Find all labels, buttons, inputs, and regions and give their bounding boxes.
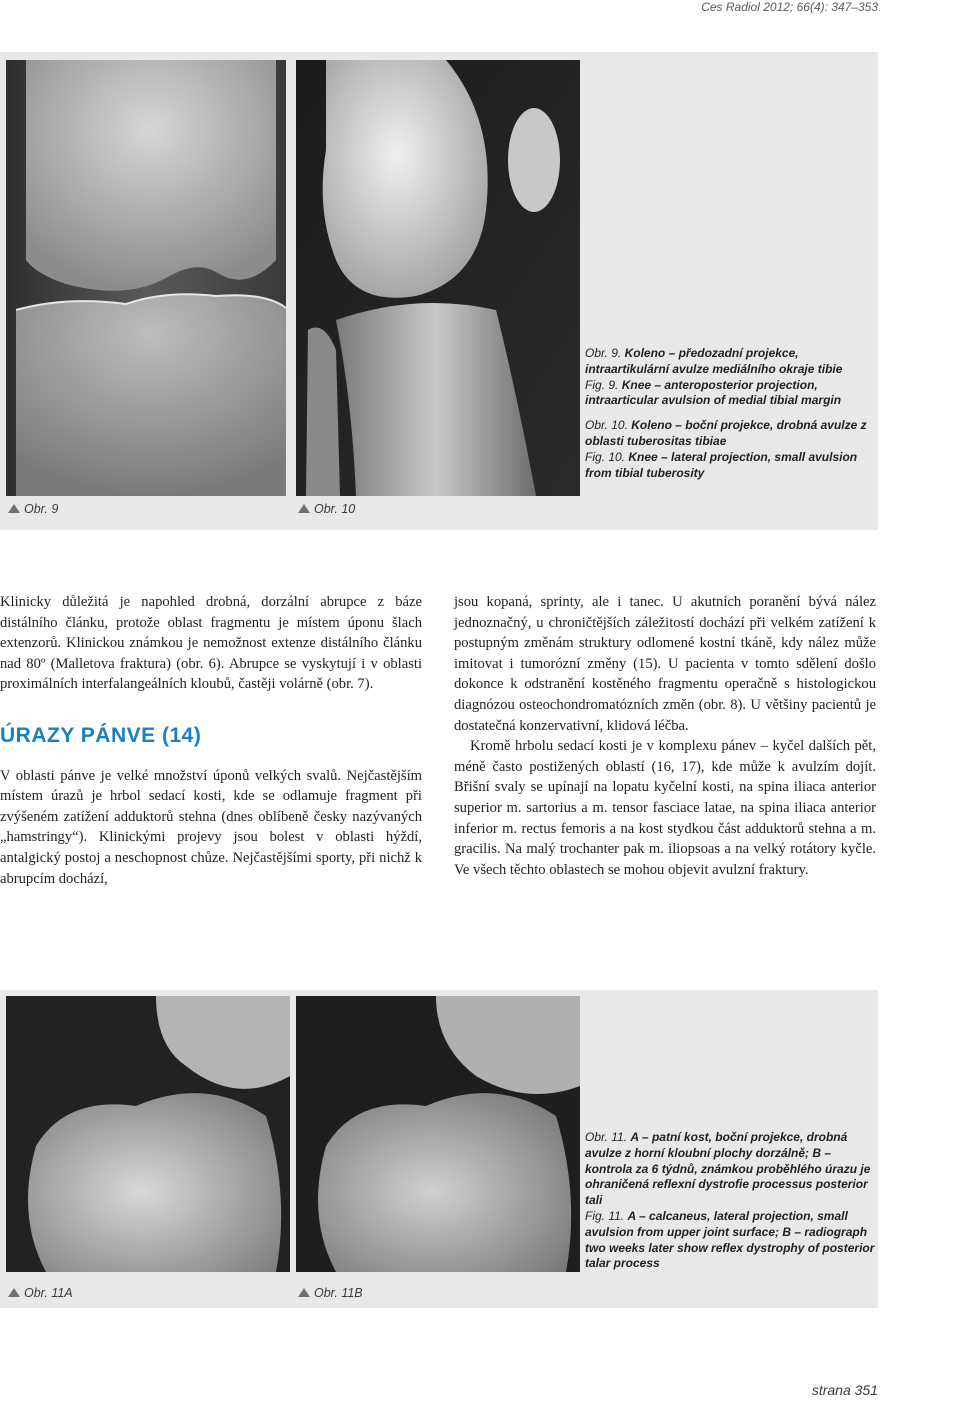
- triangle-icon: [8, 1288, 20, 1297]
- paragraph: jsou kopaná, sprinty, ale i tanec. U akutních poranění bývá nález jednoznačný, u chroničtějších záležitostí dochází při velkém zatížení k postupným změnám struktury odlomené kostní tkáně, kdy nález může imitovat i tumorózní změny (15). U pacienta v tomto sdělení došlo dokonce k odstranění kostěného fragmentu operačně s histologickou diagnózou osteochondromatózních změn (obr. 8). U většiny pacientů je dostatečná konzervativní, klidová léčba.: [454, 594, 876, 734]
- xray-image-calcaneus-b: [296, 996, 580, 1272]
- xray-image-knee-lateral: [296, 60, 580, 496]
- text-column-left: [0, 592, 422, 889]
- figure-label-11b: Obr. 11B: [298, 1286, 363, 1300]
- figure-panel-bottom: [0, 990, 878, 1308]
- figure-caption-11: Obr. 11. A – patní kost, boční projekce, drobná avulze z horní kloubní plochy dorzálně; B – kontrola za 6 týdnů, známkou proběhlého úrazu je ohraničená reflexní dystrofie processus posterior tali Fig. 11. A – calcaneus, lateral projection, small avulsion from upper joint surface; B – radiograph two weeks later show reflex dystrophy of posterior talar process: [585, 1130, 875, 1271]
- paragraph: Klinicky důležitá je napohled drobná, dorzální abrupce z báze distálního článku, protože oblast fragmentu je místem úponu šlach extenzorů. Klinickou známkou je nemožnost extenze distálního článku nad 80º (Malletova fraktura) (obr. 6). Abrupce se vyskytují i v oblasti proximálních interfalangeálních kloubů, častěji volárně (obr. 7).: [0, 594, 422, 693]
- figure-label-9: Obr. 9: [8, 502, 58, 516]
- figure-panel-top: [0, 52, 878, 530]
- section-heading: ÚRAZY PÁNVE (14): [0, 723, 202, 747]
- text-column-right: [454, 592, 876, 880]
- triangle-icon: [8, 504, 20, 513]
- figure-caption-9-10: Obr. 9. Koleno – předozadní projekce, intraartikulární avulze mediálního okraje tibie Fig. 9. Knee – anteroposterior projection, intraarticular avulsion of medial tibial margin Obr. 10. Koleno – boční projekce, drobná avulze z oblasti tuberositas tibiae Fig. 10. Knee – lateral projection, small avulsion from tibial tuberosity: [585, 346, 867, 480]
- figure-label-10: Obr. 10: [298, 502, 355, 516]
- paragraph: Kromě hrbolu sedací kosti je v komplexu pánev – kyčel dalších pět, méně často postižených oblastí (16, 17), kde může k avulzím dojít. Břišní svaly se upínají na lopatu kyčelní kosti, na spina iliaca anterior superior m. sartorius a m. tensor fasciace latae, na spina iliaca anterior inferior m. rectus femoris a na kost stydkou část adduktorů stehna a m. gracilis. Na malý trochanter pak m. iliopsoas a na velký rotátory kyčle. Ve všech těchto oblastech se mohou objevit avulzní fraktury.: [454, 738, 876, 878]
- xray-image-calcaneus-a: [6, 996, 290, 1272]
- page-number: strana 351: [811, 1382, 878, 1398]
- triangle-icon: [298, 504, 310, 513]
- paragraph: V oblasti pánve je velké množství úponů velkých svalů. Nejčastějším místem úrazů je hrbol sedací kosti, kde se odlamuje fragment při zvýšeném zatížení adduktorů stehna (dnes oblíbeně česky nazývaných „hamstringy“). Klinickými projevy jsou bolest v oblasti hýždí, antalgický postoj a neschopnost chůze. Nejčastějšími sporty, při nichž k abrupcím dochází,: [0, 767, 422, 887]
- figure-label-11a: Obr. 11A: [8, 1286, 73, 1300]
- xray-image-knee-ap: [6, 60, 286, 496]
- triangle-icon: [298, 1288, 310, 1297]
- journal-reference: Ces Radiol 2012; 66(4): 347–353: [701, 0, 878, 14]
